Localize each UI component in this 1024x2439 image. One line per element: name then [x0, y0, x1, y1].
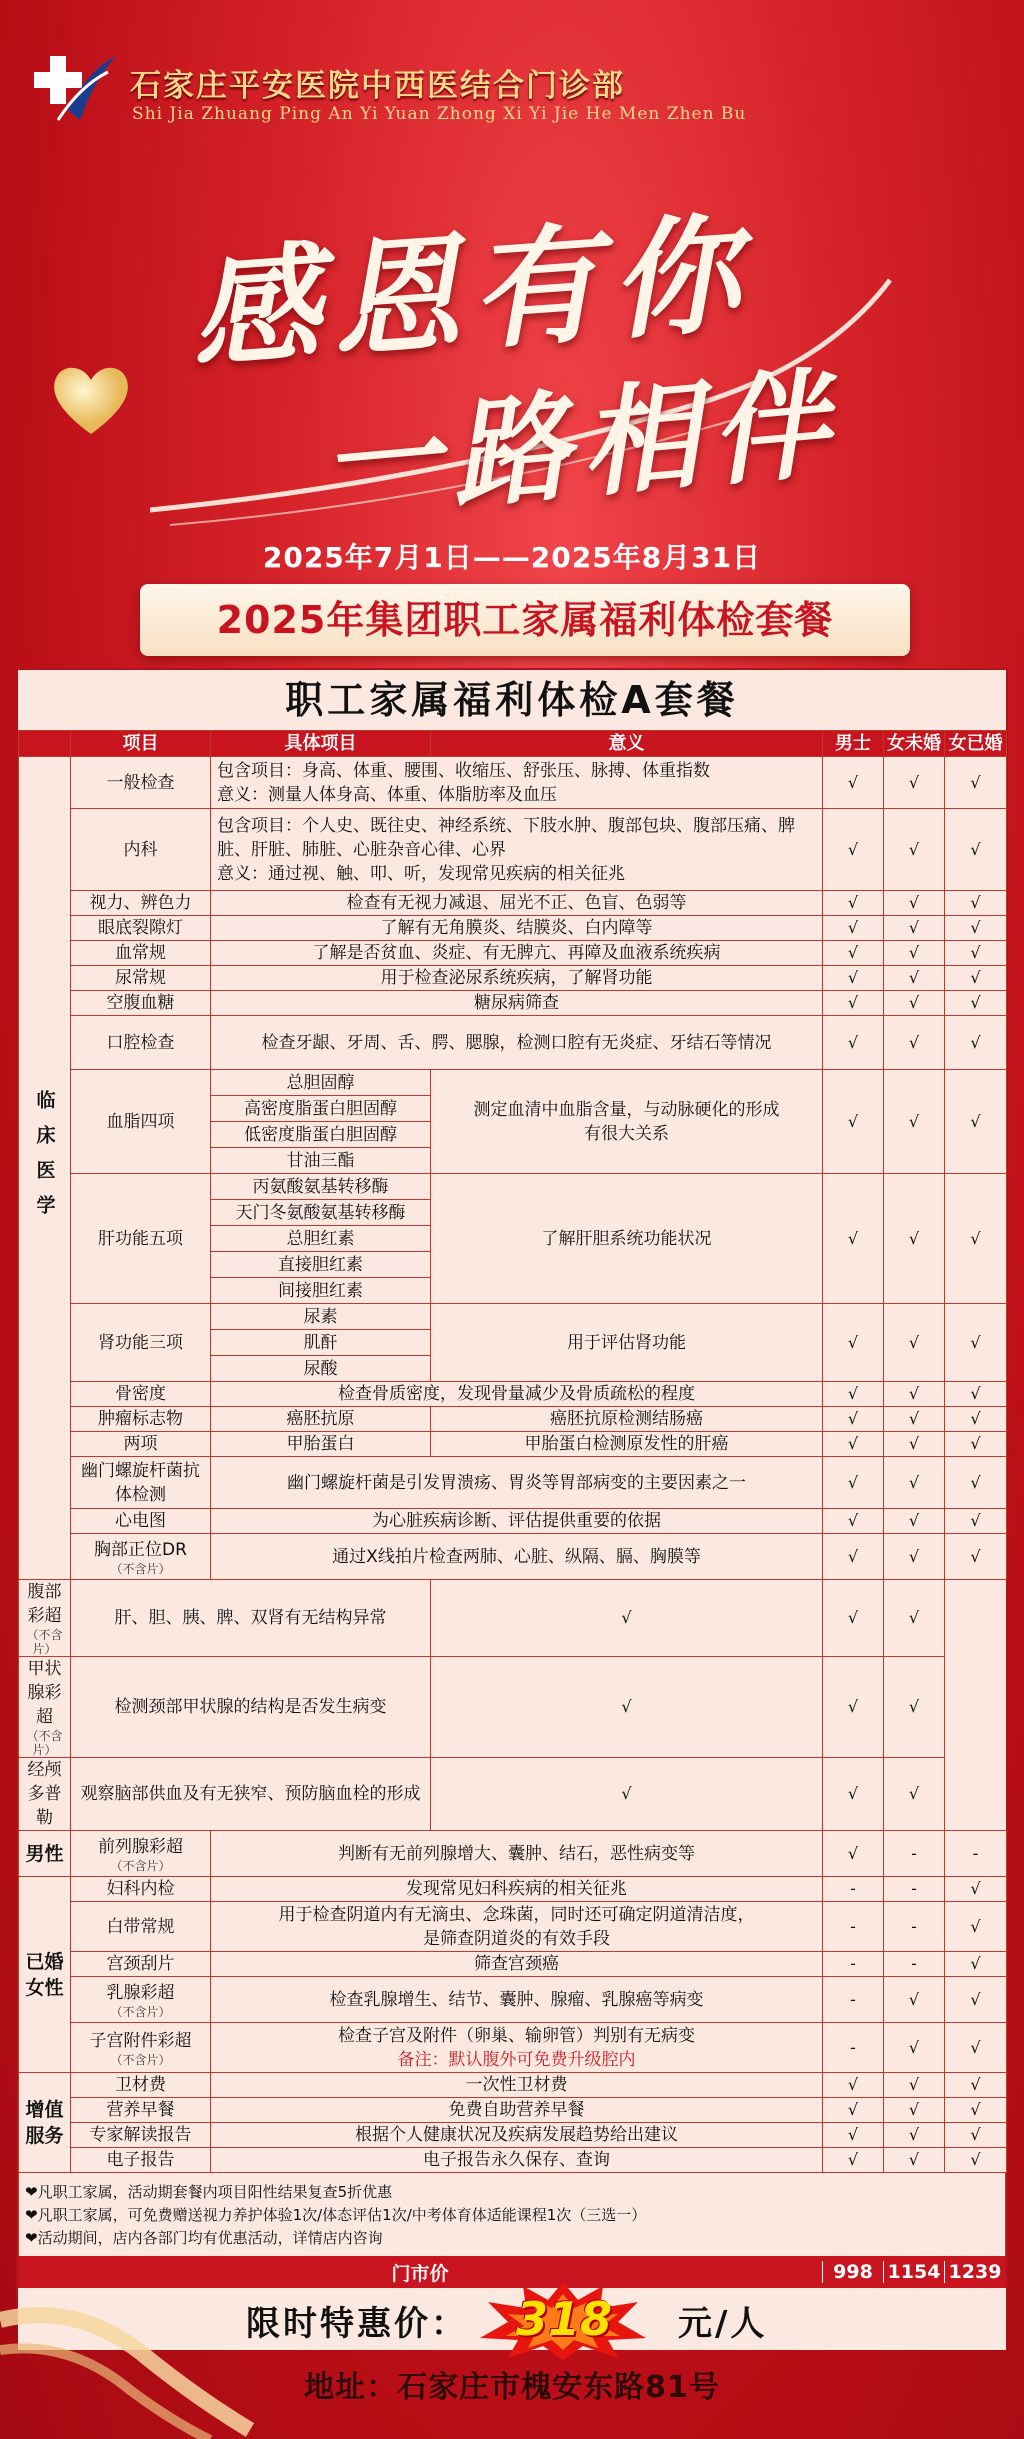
hospital-name: 石家庄平安医院中西医结合门诊部 — [130, 68, 625, 104]
table-header-row — [19, 731, 1007, 757]
mark-female-single: √ — [884, 1174, 945, 1304]
mark-male: √ — [431, 1657, 823, 1758]
mark-female-married: √ — [945, 1174, 1007, 1304]
item-name: 电子报告 — [71, 2148, 211, 2173]
item-desc: 免费自助营养早餐 — [211, 2098, 823, 2123]
table-row — [19, 1977, 1007, 2023]
item-name-text: 胸部正位DR — [94, 1539, 187, 1560]
mark-female-single: √ — [884, 809, 945, 891]
table-row — [19, 1509, 1007, 1534]
mark-female-married: √ — [945, 1977, 1007, 2023]
table-row — [19, 966, 1007, 991]
mark-male: √ — [823, 2098, 884, 2123]
item-desc: 幽门螺旋杆菌是引发胃溃疡、胃炎等胃部病变的主要因素之一 — [211, 1457, 823, 1509]
mark-female-single: - — [884, 1877, 945, 1902]
sub-item: 丙氨酸氨基转移酶 — [211, 1174, 431, 1200]
sub-item: 肌酐 — [211, 1330, 431, 1356]
mark-female-married: √ — [945, 1070, 1007, 1174]
mark-female-married: √ — [945, 1534, 1007, 1580]
item-name: 卫材费 — [71, 2073, 211, 2098]
mark-male: - — [823, 1977, 884, 2023]
item-desc: 糖尿病筛查 — [211, 991, 823, 1016]
header-female-single: 女未婚 — [884, 731, 945, 757]
item-note: （不含片） — [110, 1858, 171, 1873]
table-row — [19, 809, 1007, 891]
item-desc: 癌胚抗原检测结肠癌 — [431, 1407, 823, 1432]
card-title: 职工家属福利体检A套餐 — [285, 678, 739, 722]
mark-female-married: √ — [945, 1304, 1007, 1382]
item-desc: 检查乳腺增生、结节、囊肿、腺瘤、乳腺癌等病变 — [211, 1977, 823, 2023]
item-name-text: 前列腺彩超 — [98, 1836, 183, 1857]
mark-female-single: √ — [884, 2148, 945, 2173]
sub-item: 甘油三酯 — [211, 1148, 431, 1174]
header-blank — [19, 731, 71, 757]
item-desc: 通过X线拍片检查两肺、心脏、纵隔、膈、胸膜等 — [211, 1534, 823, 1580]
mark-female-married: √ — [945, 966, 1007, 991]
table-row — [19, 1758, 1007, 1831]
date-range: 2025年7月1日——2025年8月31日 — [262, 541, 762, 574]
item-name-text: 乳腺彩超 — [106, 1982, 175, 2003]
mark-female-married: √ — [945, 1382, 1007, 1407]
mark-female-single: √ — [884, 2023, 945, 2073]
item-note: （不含片） — [26, 1729, 63, 1757]
mark-female-married: - — [945, 1831, 1007, 1877]
item-desc: 用于检查泌尿系统疾病，了解肾功能 — [211, 966, 823, 991]
item-name-text: 腹部彩超 — [27, 1582, 62, 1626]
table-row — [19, 2123, 1007, 2148]
mark-female-married: √ — [884, 1758, 945, 1831]
item-name — [71, 1831, 211, 1877]
sub-item: 癌胚抗原 — [211, 1407, 431, 1432]
table-row — [19, 1457, 1007, 1509]
item-desc-line: 包含项目：身高、体重、腰围、收缩压、舒张压、脉搏、体重指数 — [217, 760, 710, 781]
item-name: 营养早餐 — [71, 2098, 211, 2123]
item-name — [71, 2023, 211, 2073]
mark-male: √ — [823, 1831, 884, 1877]
mark-male: √ — [823, 966, 884, 991]
package-banner-text: 2025年集团职工家属福利体检套餐 — [216, 598, 834, 642]
hospital-pinyin: Shi Jia Zhuang Ping An Yi Yuan Zhong Xi Yi Jie He Men Zhen Bu — [132, 104, 747, 124]
item-name: 肝功能五项 — [71, 1174, 211, 1304]
mark-male: √ — [823, 2123, 884, 2148]
mark-male: √ — [823, 757, 884, 809]
table-row — [19, 891, 1007, 916]
item-name: 视力、辨色力 — [71, 891, 211, 916]
slogan-line2: 一路相伴 — [315, 352, 846, 537]
mark-male: √ — [823, 1509, 884, 1534]
item-desc: 观察脑部供血及有无狭窄、预防脑血栓的形成 — [71, 1758, 431, 1831]
item-name: 一般检查 — [71, 757, 211, 809]
category-value-label: 增值服务 — [25, 2098, 64, 2147]
item-desc: 为心脏疾病诊断、评估提供重要的依据 — [211, 1509, 823, 1534]
mark-male: √ — [431, 1580, 823, 1657]
special-price-label: 限时特惠价： — [246, 2304, 468, 2344]
mark-female-single: √ — [884, 1432, 945, 1457]
sub-item: 甲胎蛋白 — [211, 1432, 431, 1457]
item-name — [71, 1534, 211, 1580]
mark-male: √ — [431, 1758, 823, 1831]
promo-note: ❤活动期间，店内各部门均有优惠活动，详情店内咨询 — [25, 2229, 383, 2247]
mark-male: √ — [823, 1016, 884, 1070]
mark-female-single: √ — [823, 1758, 884, 1831]
mark-female-single: - — [884, 1902, 945, 1952]
mark-male: √ — [823, 1174, 884, 1304]
mark-male: - — [823, 2023, 884, 2073]
item-name: 幽门螺旋杆菌抗体检测 — [71, 1457, 211, 1509]
item-name: 肾功能三项 — [71, 1304, 211, 1382]
sub-item: 高密度脂蛋白胆固醇 — [211, 1096, 431, 1122]
item-note: （不含片） — [110, 2004, 171, 2019]
mark-female-single: √ — [884, 1977, 945, 2023]
sub-item: 尿素 — [211, 1304, 431, 1330]
promo-note: ❤凡职工家属，活动期套餐内项目阳性结果复查5折优惠 — [25, 2183, 393, 2201]
item-desc: 检查骨质密度，发现骨量减少及骨质疏松的程度 — [211, 1382, 823, 1407]
item-desc: 判断有无前列腺增大、囊肿、结石，恶性病变等 — [211, 1831, 823, 1877]
mark-male: √ — [823, 2148, 884, 2173]
item-name: 专家解读报告 — [71, 2123, 211, 2148]
mark-female-single: √ — [884, 1534, 945, 1580]
item-note: （不含片） — [26, 1628, 63, 1656]
mark-female-married: √ — [945, 2148, 1007, 2173]
item-desc: 肝、胆、胰、脾、双肾有无结构异常 — [71, 1580, 431, 1657]
item-desc: 了解有无角膜炎、结膜炎、白内障等 — [211, 916, 823, 941]
price-female-single: 1154 — [883, 2261, 944, 2283]
mark-female-married: √ — [884, 1657, 945, 1758]
mark-male: √ — [823, 891, 884, 916]
table-row — [19, 1952, 1007, 1977]
item-desc-line: 包含项目：个人史、既往史、神经系统、下肢水肿、腹部包块、腹部压痛、脾脏、肝脏、肺脏、心脏杂音心律、心界 — [217, 815, 795, 860]
mark-female-married: √ — [945, 1509, 1007, 1534]
address: 地址：石家庄市槐安东路81号 — [304, 2370, 720, 2405]
mark-male: √ — [823, 1534, 884, 1580]
mark-female-married: √ — [945, 1902, 1007, 1952]
item-desc: 检测颈部甲状腺的结构是否发生病变 — [71, 1657, 431, 1758]
item-name: 血脂四项 — [71, 1070, 211, 1174]
mark-male: - — [823, 1877, 884, 1902]
mark-female-single: √ — [884, 966, 945, 991]
hospital-logo-icon — [28, 50, 118, 130]
mark-female-married: √ — [945, 2073, 1007, 2098]
item-desc: 了解是否贫血、炎症、有无脾亢、再障及血液系统疾病 — [211, 941, 823, 966]
category-value — [19, 2073, 71, 2173]
table-row — [19, 1407, 1007, 1432]
slogan-art — [150, 180, 910, 550]
item-name: 心电图 — [71, 1509, 211, 1534]
item-desc: 筛查宫颈癌 — [211, 1952, 823, 1977]
mark-female-single: √ — [884, 2098, 945, 2123]
mark-male: √ — [823, 1407, 884, 1432]
table-row — [19, 1382, 1007, 1407]
mark-female-married: √ — [945, 1407, 1007, 1432]
mark-female-married: √ — [945, 757, 1007, 809]
item-desc: 用于评估肾功能 — [431, 1304, 823, 1382]
item-note: （不含片） — [110, 2052, 171, 2067]
mark-male: √ — [823, 809, 884, 891]
item-desc — [211, 2023, 823, 2073]
mark-female-single: - — [884, 1831, 945, 1877]
item-desc: 发现常见妇科疾病的相关征兆 — [211, 1877, 823, 1902]
mark-male: √ — [823, 991, 884, 1016]
category-clinical-label: 临床医学 — [33, 1090, 56, 1230]
mark-female-married: √ — [945, 2023, 1007, 2073]
mark-female-married: √ — [945, 891, 1007, 916]
mark-female-single: √ — [823, 1580, 884, 1657]
mark-male: √ — [823, 2073, 884, 2098]
item-desc: 用于检查阴道内有无滴虫、念珠菌，同时还可确定阴道清洁度，是筛查阴道炎的有效手段 — [211, 1902, 823, 1952]
category-married-label: 已婚女性 — [25, 1950, 64, 1999]
item-desc: 电子报告永久保存、查询 — [211, 2148, 823, 2173]
item-name: 内科 — [71, 809, 211, 891]
hospital-header — [28, 42, 1008, 132]
category-male: 男性 — [19, 1831, 71, 1877]
header-specific: 具体项目 — [211, 731, 431, 757]
item-desc-line: 意义：测量人体身高、体重、体脂肪率及血压 — [217, 784, 557, 805]
sub-item: 低密度脂蛋白胆固醇 — [211, 1122, 431, 1148]
mark-female-married: √ — [945, 2123, 1007, 2148]
item-name: 经颅多普勒 — [19, 1758, 71, 1831]
table-row — [19, 1877, 1007, 1902]
special-price-unit: 元/人 — [678, 2304, 768, 2344]
price-female-married: 1239 — [944, 2261, 1005, 2283]
item-name: 白带常规 — [71, 1902, 211, 1952]
item-name: 血常规 — [71, 941, 211, 966]
table-row — [19, 1016, 1007, 1070]
item-desc-line: 检查子宫及附件（卵巢、输卵管）判别有无病变 — [338, 2025, 695, 2046]
mark-female-single: √ — [884, 2123, 945, 2148]
mark-female-single: √ — [884, 1407, 945, 1432]
item-desc: 检查牙龈、牙周、舌、腭、腮腺，检测口腔有无炎症、牙结石等情况 — [211, 1016, 823, 1070]
mark-female-married: √ — [945, 1877, 1007, 1902]
header-item: 项目 — [71, 731, 211, 757]
sub-item: 天门冬氨酸氨基转移酶 — [211, 1200, 431, 1226]
category-married — [19, 1877, 71, 2073]
mark-male: - — [823, 1902, 884, 1952]
mark-male: √ — [823, 1432, 884, 1457]
mark-male: √ — [823, 916, 884, 941]
item-desc: 测定血清中血脂含量，与动脉硬化的形成有很大关系 — [431, 1070, 823, 1174]
table-row — [19, 1432, 1007, 1457]
item-name-text: 甲状腺彩超 — [27, 1659, 62, 1727]
item-name: 尿常规 — [71, 966, 211, 991]
item-desc-line: 意义：通过视、触、叩、听，发现常见疾病的相关征兆 — [217, 863, 625, 884]
mark-female-single: - — [884, 1952, 945, 1977]
item-name: 眼底裂隙灯 — [71, 916, 211, 941]
heart-icon — [48, 360, 134, 440]
promo-notes — [18, 2173, 1006, 2256]
item-name: 肿瘤标志物 — [71, 1407, 211, 1432]
sub-item: 总胆红素 — [211, 1226, 431, 1252]
promo-note: ❤凡职工家属，可免费赠送视力养护体验1次/体态评估1次/中考体育体适能课程1次（三选一） — [25, 2206, 647, 2224]
mark-female-married: √ — [945, 1432, 1007, 1457]
table-row — [19, 1902, 1007, 1952]
mark-male: √ — [823, 1382, 884, 1407]
sub-item: 直接胆红素 — [211, 1252, 431, 1278]
item-name-text: 子宫附件彩超 — [89, 2030, 192, 2051]
mark-female-single: √ — [884, 757, 945, 809]
slogan-line1: 感恩有你 — [186, 198, 756, 388]
mark-female-single: √ — [884, 1509, 945, 1534]
mark-female-single: √ — [884, 991, 945, 1016]
package-banner — [140, 584, 910, 656]
table-row — [19, 2023, 1007, 2073]
sub-item: 总胆固醇 — [211, 1070, 431, 1096]
table-row — [19, 1831, 1007, 1877]
mark-female-married: √ — [945, 1952, 1007, 1977]
item-desc: 甲胎蛋白检测原发性的肝癌 — [431, 1432, 823, 1457]
mark-female-single: √ — [884, 941, 945, 966]
mark-female-married: √ — [945, 2098, 1007, 2123]
mark-male: √ — [823, 941, 884, 966]
item-desc: 了解肝胆系统功能状况 — [431, 1174, 823, 1304]
mark-female-single: √ — [884, 1382, 945, 1407]
item-name — [71, 1977, 211, 2023]
table-row — [19, 1534, 1007, 1580]
item-name: 两项 — [71, 1432, 211, 1457]
mark-female-single: √ — [884, 1304, 945, 1382]
price-male: 998 — [822, 2261, 883, 2283]
mark-female-single: √ — [884, 1016, 945, 1070]
item-name — [19, 1580, 71, 1657]
item-name: 空腹血糖 — [71, 991, 211, 1016]
table-row — [19, 991, 1007, 1016]
header-female-married: 女已婚 — [945, 731, 1007, 757]
item-name: 骨密度 — [71, 1382, 211, 1407]
sub-item: 尿酸 — [211, 1356, 431, 1382]
mark-female-single: √ — [884, 1457, 945, 1509]
table-row — [19, 757, 1007, 809]
item-name: 宫颈刮片 — [71, 1952, 211, 1977]
table-row — [19, 916, 1007, 941]
item-name — [19, 1657, 71, 1758]
mark-female-married: √ — [945, 1016, 1007, 1070]
table-row — [19, 1580, 1007, 1657]
mark-male: √ — [823, 1070, 884, 1174]
header-meaning: 意义 — [431, 731, 823, 757]
mark-male: √ — [823, 1304, 884, 1382]
mark-female-married: √ — [945, 941, 1007, 966]
table-row — [19, 2148, 1007, 2173]
mark-female-married: √ — [945, 991, 1007, 1016]
package-card — [16, 668, 1008, 2346]
item-desc — [211, 757, 823, 809]
item-name: 口腔检查 — [71, 1016, 211, 1070]
table-row — [19, 2098, 1007, 2123]
mark-female-married: √ — [945, 809, 1007, 891]
exam-table — [18, 730, 1007, 2173]
special-price-value: 318 — [515, 2292, 613, 2346]
mark-female-single: √ — [884, 916, 945, 941]
market-price-label: 门市价 — [391, 2262, 449, 2285]
table-row — [19, 1174, 1007, 1200]
item-desc: 一次性卫材费 — [211, 2073, 823, 2098]
mark-female-married: √ — [945, 916, 1007, 941]
table-row — [19, 941, 1007, 966]
item-note: （不含片） — [110, 1561, 171, 1576]
item-desc — [211, 809, 823, 891]
mark-female-single: √ — [823, 1657, 884, 1758]
item-desc: 根据个人健康状况及疾病发展趋势给出建议 — [211, 2123, 823, 2148]
mark-female-married: √ — [884, 1580, 945, 1657]
mark-female-single: √ — [884, 891, 945, 916]
table-row — [19, 1304, 1007, 1330]
table-row — [19, 1657, 1007, 1758]
mark-female-single: √ — [884, 2073, 945, 2098]
sub-item: 间接胆红素 — [211, 1278, 431, 1304]
mark-male: √ — [823, 1457, 884, 1509]
header-male: 男士 — [823, 731, 884, 757]
ribbon-decoration — [0, 2280, 260, 2439]
item-desc: 检查有无视力减退、屈光不正、色盲、色弱等 — [211, 891, 823, 916]
mark-female-married: √ — [945, 1457, 1007, 1509]
table-row — [19, 2073, 1007, 2098]
item-remark: 备注：默认腹外可免费升级腔内 — [397, 2049, 636, 2070]
mark-female-single: √ — [884, 1070, 945, 1174]
mark-male: - — [823, 1952, 884, 1977]
item-name: 妇科内检 — [71, 1877, 211, 1902]
table-row — [19, 1070, 1007, 1096]
category-clinical — [19, 757, 71, 1580]
